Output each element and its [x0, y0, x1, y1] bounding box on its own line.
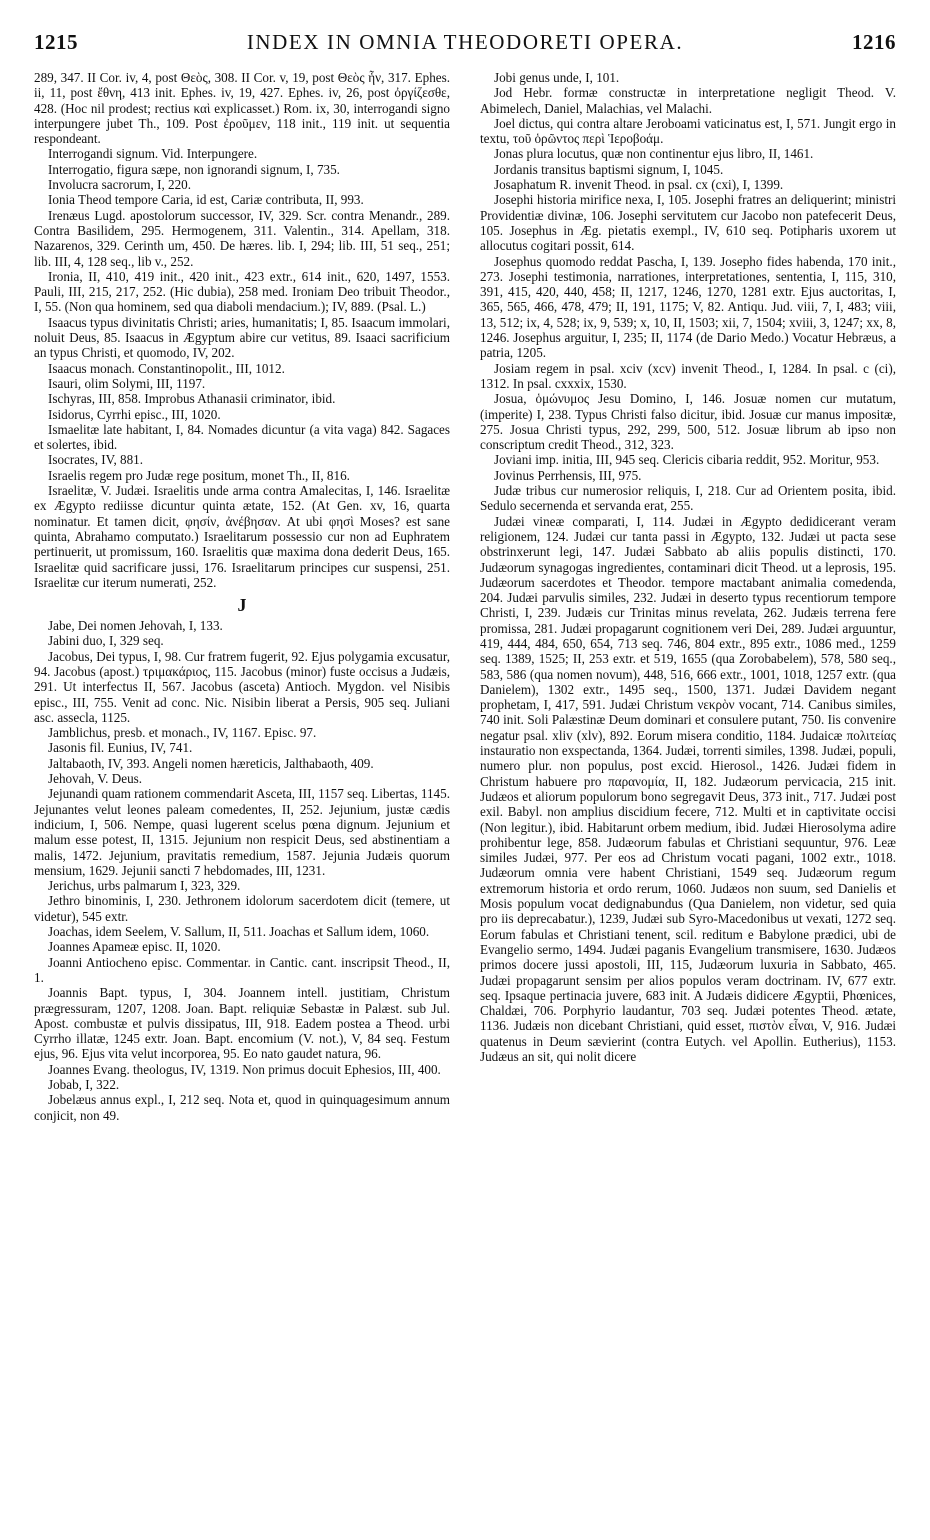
index-entry: Ischyras, III, 858. Improbus Athanasii criminator, ibid.	[48, 391, 336, 407]
index-entry: Interrogatio, figura sæpe, non ignorandi signum, I, 735.	[48, 161, 340, 177]
index-entry: Jabe, Dei nomen Jehovah, I, 133.	[48, 618, 223, 634]
index-entry: Josiam regem in psal. xciv (xcv) invenit Theod., I, 1284. In psal. c (ci), 1312. In psal. cxxxix, 1530.	[480, 360, 896, 391]
index-entry: Jobab, I, 322.	[48, 1077, 120, 1092]
index-entry: 289, 347. II Cor. iv, 4, post Θεὸς, 308. II Cor. v, 19, post Θεὸς ἦν, 317. Ephes. ii, 11, post ἔθνη, 413 init. Ephes. iv, 19, 427. Ephes. iv, 26, post ὀργίζεσθε, 428. (Hoc nil prodest; rectius καὶ explicasset.) Rom. ix, 30, interrogandi signo interpungere jubet Th., 109. Post ἐροῦμεν, 118 init., 119 init. ut sequentia respondeant.	[34, 70, 450, 147]
index-entry: Joachas, idem Seelem, V. Sallum, II, 511. Joachas et Sallum idem, 1060.	[48, 924, 430, 940]
index-entry: Ismaelitæ late habitant, I, 84. Nomades dicuntur (a vita vaga) 842. Sagaces et solertes, ibid.	[34, 421, 450, 453]
index-entry: Isaacus typus divinitatis Christi; aries, humanitatis; I, 85. Isaacum immolari, noluit Deus, 85. Isaacus in Ægyptum abire cur vetitus, 89. Isaaci sacrificium an typus Christi, et quomodo, IV, 202.	[34, 314, 450, 361]
index-entry: Jerichus, urbs palmarum I, 323, 329.	[48, 878, 241, 894]
index-entry: Israelis regem pro Judæ rege positum, monet Th., II, 816.	[48, 467, 350, 483]
index-entry: Jobi genus unde, I, 101.	[494, 70, 620, 85]
index-entry: Isaacus monach. Constantinopolit., III, 1012.	[48, 360, 285, 376]
index-entry: Joanni Antiocheno episc. Commentar. in Cantic. cant. inscripsit Theod., II, 1.	[34, 954, 450, 985]
page-number-right: 1216	[852, 30, 896, 54]
two-column-body	[34, 70, 896, 1123]
running-header	[34, 30, 896, 68]
left-column	[34, 70, 450, 1123]
index-entry: Jovinus Perrhensis, III, 975.	[494, 467, 642, 483]
index-entry: Isidorus, Cyrrhi episc., III, 1020.	[48, 406, 221, 422]
index-entry: Jehovah, V. Deus.	[48, 771, 143, 787]
index-entry: Jordanis transitus baptismi signum, I, 1045.	[494, 161, 724, 177]
index-entry: Josaphatum R. invenit Theod. in psal. cx (cxi), I, 1399.	[494, 177, 784, 193]
index-entry: Isocrates, IV, 881.	[48, 452, 144, 468]
index-entry: Joannes Evang. theologus, IV, 1319. Non primus docuit Ephesios, III, 400.	[48, 1061, 441, 1077]
index-entry: Jaltabaoth, IV, 393. Angeli nomen hæreticis, Jalthabaoth, 409.	[48, 755, 374, 771]
index-entry: Isauri, olim Solymi, III, 1197.	[48, 375, 206, 391]
index-entry: Jasonis fil. Eunius, IV, 741.	[48, 740, 193, 756]
index-entry: Joel dictus, qui contra altare Jeroboami vaticinatus est, I, 571. Jungit ergo in textu, τοῦ ὁρῶντος περὶ Ἱεροβοάμ.	[480, 115, 896, 147]
index-entry: Involucra sacrorum, I, 220.	[48, 177, 192, 193]
index-entry: Josua, ὁμώνυμος Jesu Domino, I, 146. Josuæ nomen cur mutatum, (imperite) I, 238. Typus Christi falso dicitur, ibid. Josuæ cur manus impositæ, 275. Josua Christi typus, 292, 299, 500, 512. Josuæ librum ab ipso non conscriptum credit Theod., 312, 323.	[480, 391, 896, 453]
page-number-left: 1215	[34, 30, 78, 54]
index-entry: Jod Hebr. formæ constructæ in interpretatione negligit Theod. V. Abimelech, Daniel, Malachias, vel Malachi.	[480, 85, 896, 116]
index-entry: Interrogandi signum. Vid. Interpungere.	[48, 146, 258, 162]
right-column	[480, 70, 896, 1123]
index-entry: Jonas plura locutus, quæ non continentur ejus libro, II, 1461.	[494, 146, 814, 162]
index-entry: Jejunandi quam rationem commendarit Asceta, III, 1157 seq. Libertas, 1145. Jejunantes velut leones paleam comedentes, II, 252. Jejunium, justæ cædis indicium, I, 506. Nempe, quasi lugerent scelus pœna dignum. Jejunium et malum esse potest, II, 1315. Jejunium non respicit Deus, sed abstinentiam a malis, 1472. Jejunium, pravitatis remedium, 1587. Jejunia Judæis quorum mensium, 1629. Jejunii sancti 7 hebdomades, III, 1231.	[34, 786, 450, 878]
section-letter: J	[237, 595, 247, 616]
index-entry: Judæi vineæ comparati, I, 114. Judæi in Ægypto dedidicerant veram religionem, 124. Judæi cur tanta passi in Ægypto, 132. Judæi ut pacta sese obstrinxerunt legi, 147. Judæi Sabbato ab aliis populis distincti, 170. Judæorum synagogas ingredientes, contaminari dicit Theod. ut a leprosis, 195. Judæorum sacerdotes et Theodor. tempore mactabant animalia comedenda, 204. Judæi parvulis similes, 232. Judæi in deserto typus recentiorum tempore Christi, I, 239. Judæis cur Trinitas minus revelata, 262. Judæis terrena fere promissa, 281. Judæi propagarunt cognitionem veri Dei, 289. Judæi arguuntur, 419, 444, 484, 650, 654, 713 seq. 746, 804 extr., 895 extr., 1086 med., 1259 seq. 1389, 1525; II, 253 extr. et 519, 1655 (qua Zorobabelem), 578, 580 seq., 583, 586 (qua nomen novum), 448, 516, 666 extr., 1001, 1018, 1257 extr. (qua Danielem), 1302 extr., 1495 seq., 1500, 1371. Judæi Davidem negant prophetam, I, 417, 591. Judæi Christum νεκρὸν vocant, 714. Canibus similes, 740 init. Soli Palæstinæ Deum dominari et consulere putant, 750. Iis convenire negatur psal. xliv (xlv), 892. Eorum misera conditio, 1184. Judaicæ πολιτείας instauratio non exspectanda, 1364. Judæi, torrenti similes, 1398. Judæi, populi, numero plur. non populus, post excid. Hierosol., 1426. Judæi fidem in Christum habuere pro παρανομία, II, 182. Judæorum pervicacia, 215 init. Judæos et aliorum populorum bono segregavit Deus, 373 init., 717. Judæi post exil. Babyl. non amplius discidium fecere, 712. Multi et in captivitate occisi (Non legitur.), ibid. Habitarunt orbem medium, ibid. Judæi Hierosolyma adire prohibentur lege, 858. Judæorum fabulas et Christiani sequuntur, 976. Leæ similes Judæi, 977. Per eos ad Christum vocati pagani, 1002 extr., 1018. Judæorum omnia vere habent Christiani, 1549 seq. Judæorum regum extremorum historia et ordo rerum, 1060. Judæos non suum, sed Danielis et Mosis populum vocat dedignabundus (Qua Danielem, non videtur, sed quia pro iis deprecabatur.), 1239, Judæi sub Syro-Macedonibus ut vexati, 1272 seq. Eorum fabulas et Christiani tenent, scil. reditum e Babylone prædici, ubi de Evangelio sermo, 1494. Judæi paganis Evangelium transmisere, 1630. Judæos primos docere jussi apostoli, III, 115, Judæorum luxuria in Sabbato, 465. Judæi propagarunt sensim per alios populos veram doctrinam. IV, 677 extr. seq. Ipsaque pertinacia juvere, 683 init. A Judæis didicere Ægyptii, Phœnices, Chaldæi, 706. Porphyrio laudantur, 703 seq. Judæi potentes Theod. ætate, 1136. Judæis non dicebant Christiani, quid esset, πιστὸν εἶναι, V, 916. Judæi quatenus in Deum sævierint (contra Eutych. vel Apollin. Eutherius), 1153. Judæus an sit, qui nolit dicere	[480, 513, 896, 1064]
index-entry: Josephi historia mirifice nexa, I, 105. Josephi fratres an deliquerint; ministri Providentiæ divinæ, 106. Josephi servitutem cur Jacobo non patefecerit Deus, 105. Josephus in Æg. pietatis exempl., IV, 610 seq. Potipharis uxorem ut allocutus cogitari possit, 614.	[480, 192, 896, 254]
index-entry: Jabini duo, I, 329 seq.	[48, 633, 164, 649]
index-entry: Jacobus, Dei typus, I, 98. Cur fratrem fugerit, 92. Ejus polygamia excusatur, 94. Jacobus (apost.) τριμακάριος, 115. Jacobus (minor) fuste occisus a Judæis, 291. Ut interfectus II, 567. Jacobus (asceta) Antioch. Mygdon. vel Nisibis episc., III, 755. Venit ad conc. Nic. Nisibin liberat a Persis, 905 seq. Juliani asc. assecla, 1125.	[34, 648, 450, 725]
index-entry: Ionia Theod tempore Caria, id est, Cariæ contributa, II, 993.	[48, 192, 364, 208]
index-entry: Joviani imp. initia, III, 945 seq. Clericis cibaria reddit, 952. Moritur, 953.	[494, 452, 880, 468]
index-entry: Israelitæ, V. Judæi. Israelitis unde arma contra Amalecitas, I, 146. Israelitæ ex Ægypto rediisse dicuntur quinta ætate, 152. (At Gen. xv, 16, quarta nominatur. Et tamen dicit, φησίν, ἀνέβησαν. At ubi φησὶ Moses? est sane quinta, Abrahamo computato.) Israelitarum possessio cur non ad Euphratem pertinuerit, ut promissum, 160. Israelitis quæ maxima dona dederit Deus, 165. Israelitæ quid sacrificare jussi, 176. Israelitarum principes cur suspensi, 251. Israelitæ cur iterum numerati, 252.	[34, 483, 450, 590]
index-entry: Jethro binominis, I, 230. Jethronem idolorum sacerdotem dicit (temere, ut videtur), 545 extr.	[34, 893, 450, 924]
index-entry: Josephus quomodo reddat Pascha, I, 139. Josepho fides habenda, 170 init., 273. Josephi testimonia, narrationes, interpretationes, sententia, I, 115, 310, 391, 415, 420, 440, 458; II, 1217, 1246, 1270, 1281 extr. Ejus auctoritas, I, 365, 565, 466, 478, 479; II, 191, 1175; V, 82. Antiqu. Jud. viii, 7, I, 483; viii, 13, 512; ix, 4, 528; ix, 9, 539; x, 10, II, 1503; xii, 7, 1504; xviii, 3, 1247; xx, 8, 1246. Josephus arguitur, I, 235; II, 1174 (de Dario Medo.) Vocatur Hebræus, a patria, 1205.	[480, 253, 896, 361]
index-entry: Judæ tribus cur numerosior reliquis, I, 218. Cur ad Orientem posita, ibid. Sedulo secernenda et servanda erat, 255.	[480, 483, 896, 514]
index-entry: Irenæus Lugd. apostolorum successor, IV, 329. Scr. contra Menandr., 289. Contra Basilidem, 295. Hermogenem, 311. Valentin., 314. Apellam, 318. Nazarenos, 329. Cerinth um, 450. De hæres. lib. I, 294; lib. III, 51 seq., 251; lib. III, 4, 128 seq., lib v., 252.	[34, 207, 450, 269]
running-title: INDEX IN OMNIA THEODORETI OPERA.	[246, 30, 684, 54]
index-entry: Jamblichus, presb. et monach., IV, 1167. Episc. 97.	[48, 725, 317, 741]
index-entry: Ironia, II, 410, 419 init., 420 init., 423 extr., 614 init., 620, 1497, 1553. Pauli, III, 215, 217, 252. (Hic dubia), 258 med. Ironiam Deo tribuit Theodor., I, 55. (Non qua hominem, sed qua diaboli mendacium.); IV, 889. (Psal. L.)	[34, 268, 450, 315]
index-entry: Joannis Bapt. typus, I, 304. Joannem intell. justitiam, Christum prægressuram, 1207, 1208. Joan. Bapt. reliquiæ Sebastæ in Palæst. sub Jul. Apost. combustæ et pulvis dissipatus, III, 918. Eadem postea a Theod. urbi Cyrrho illatæ, 1245 extr. Joan. Bapt. encomium (V. not.), V, 84 seq. Festum ejus, 96. Ejus vita velut incorporea, 95. Eo nato gaudet natura, 96.	[34, 985, 450, 1062]
index-entry: Jobelæus annus expl., I, 212 seq. Nota et, quod in quinquagesimum annum conjicit, non 49.	[34, 1092, 450, 1123]
index-entry: Joannes Apameæ episc. II, 1020.	[48, 939, 221, 955]
